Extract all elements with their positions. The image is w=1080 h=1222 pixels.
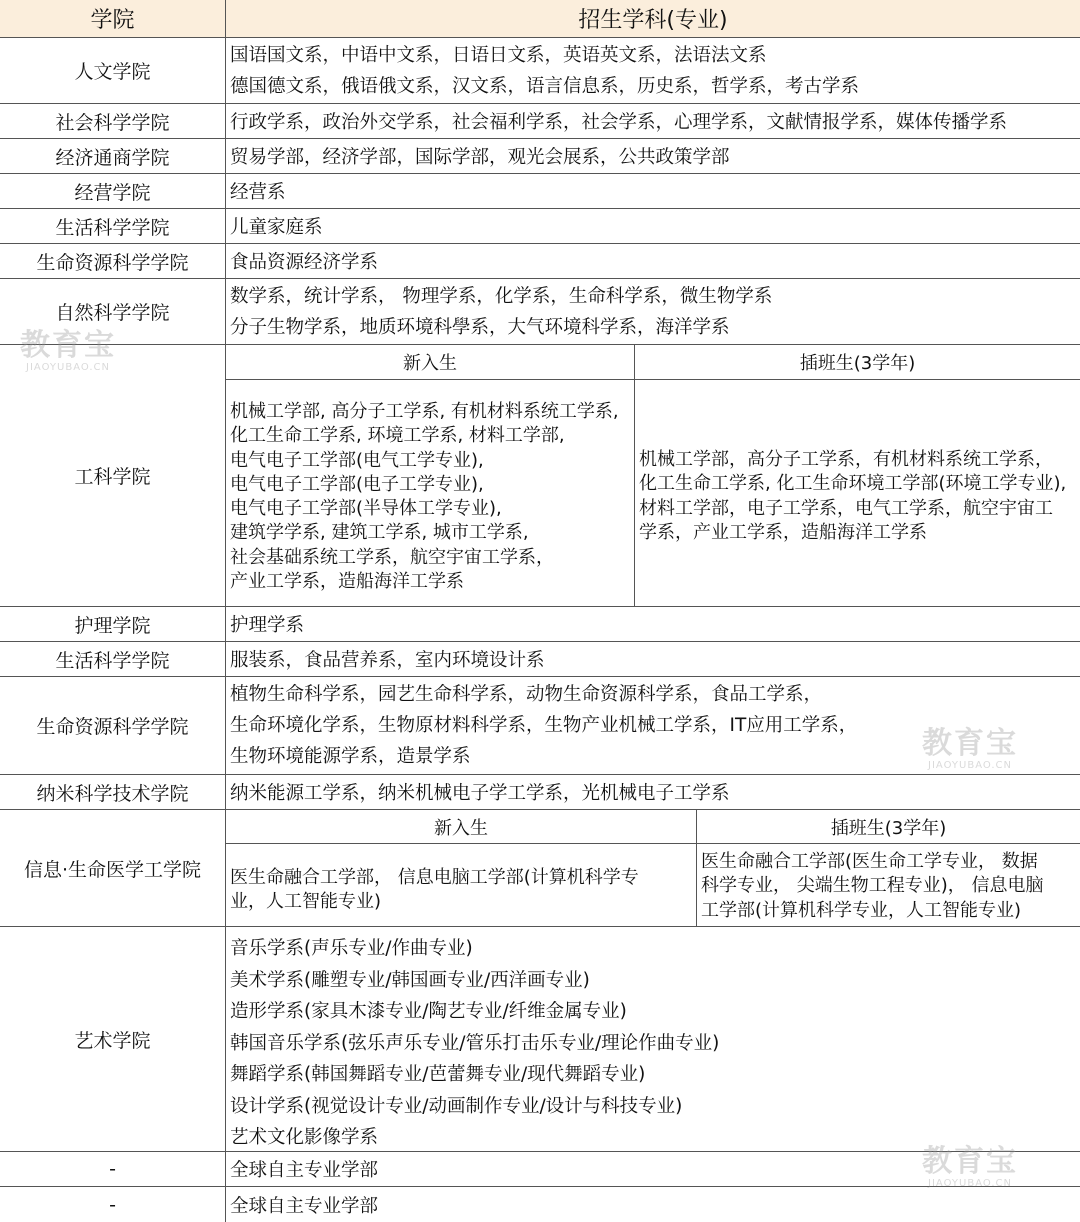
watermark-url: JIAOYUBAO.CN	[26, 362, 110, 373]
table-row	[0, 607, 1080, 642]
college-name: 经济通商学院	[0, 139, 226, 173]
watermark-url: JIAOYUBAO.CN	[928, 1178, 1012, 1189]
header-college: 学院	[0, 0, 226, 37]
watermark-url: JIAOYUBAO.CN	[928, 760, 1012, 771]
table-row	[0, 244, 1080, 279]
sub-header	[226, 810, 1080, 844]
transfer-students-majors	[697, 844, 1080, 926]
majors-line: 医生命融合工学部， 信息电脑工学部(计算机科学专	[230, 867, 639, 888]
college-name: 纳米科学技术学院	[0, 775, 226, 809]
table-row-engineering	[0, 345, 1080, 607]
majors-line: 行政学系，政治外交学系，社会福利学系，社会学系，心理学系，文献情报学系，媒体传播学系	[230, 112, 1008, 133]
majors-line: 医生命融合工学部(医生命工学专业， 数据	[701, 851, 1038, 872]
table-row	[0, 209, 1080, 244]
majors-line: 化工生命工学系, 化工生命环境工学部(环境工学专业),	[639, 473, 1067, 495]
sub-header	[226, 345, 1080, 380]
majors-line: 工学部(计算机科学专业，人工智能专业)	[701, 899, 1022, 921]
table-row	[0, 38, 1080, 104]
majors-line: 材料工学部，电子工学系，电气工学系，航空宇宙工	[639, 497, 1053, 519]
college-name: 艺术学院	[0, 927, 226, 1151]
majors-line: 化工生命工学系, 环境工学系, 材料工学部,	[230, 425, 565, 447]
majors-line: 电气电子工学部(电气工学专业),	[230, 449, 484, 471]
majors-line: 儿童家庭系	[230, 217, 323, 238]
new-students-majors	[226, 380, 635, 606]
table-row-info	[0, 810, 1080, 927]
majors-cell	[226, 927, 1080, 1151]
sub-body	[226, 380, 1080, 606]
majors-line: 服装系，食品营养系，室内环境设计系	[230, 650, 545, 671]
majors-line: 食品资源经济学系	[230, 252, 379, 273]
majors-line: 造形学系(家具木漆专业/陶艺专业/纤维金属专业)	[230, 1001, 627, 1022]
majors-line: 设计学系(视觉设计专业/动画制作专业/设计与科技专业)	[230, 1095, 683, 1117]
info-subtable	[226, 810, 1080, 926]
college-name: 人文学院	[0, 38, 226, 103]
new-students-label: 新入生	[226, 345, 635, 379]
college-name: 社会科学学院	[0, 104, 226, 138]
table-row	[0, 174, 1080, 209]
majors-line: 业，人工智能专业)	[230, 891, 382, 913]
watermark-logo	[20, 330, 116, 373]
table-header	[0, 0, 1080, 38]
majors-line: 韩国音乐学系(弦乐声乐专业/管乐打击乐专业/理论作曲专业)	[230, 1032, 720, 1054]
majors-cell	[226, 38, 1080, 103]
majors-line: 生命环境化学系，生物原材料科学系，生物产业机械工学系，IT应用工学系，	[230, 715, 858, 736]
majors-line: 数学系，统计学系， 物理学系，化学系，生命科学系，微生物学系	[230, 286, 773, 307]
majors-line: 舞蹈学系(韩国舞蹈专业/芭蕾舞专业/现代舞蹈专业)	[230, 1064, 646, 1085]
college-name: 生活科学学院	[0, 642, 226, 676]
new-students-label: 新入生	[226, 810, 697, 843]
majors-line: 机械工学部, 高分子工学系, 有机材料系统工学系,	[230, 401, 619, 422]
table-row	[0, 1152, 1080, 1187]
college-name: 生命资源科学学院	[0, 244, 226, 278]
college-name: 自然科学学院	[0, 279, 226, 344]
watermark-text: 教育宝	[922, 1144, 1018, 1179]
majors-line: 艺术文化影像学系	[230, 1127, 379, 1148]
majors-line: 建筑学学系, 建筑工学系, 城市工学系,	[230, 522, 529, 544]
table-row	[0, 104, 1080, 139]
table-row	[0, 775, 1080, 810]
majors-line: 电气电子工学部(半导体工学专业),	[230, 498, 502, 520]
majors-line: 全球自主专业学部	[230, 1195, 379, 1217]
majors-line: 贸易学部，经济学部，国际学部，观光会展系，公共政策学部	[230, 147, 730, 168]
new-students-majors	[226, 844, 697, 926]
majors-line: 科学专业， 尖端生物工程专业)， 信息电脑	[701, 875, 1044, 897]
watermark-text: 教育宝	[20, 328, 116, 363]
majors-line: 国语国文系，中语中文系，日语日文系，英语英文系，法语法文系	[230, 45, 767, 66]
majors-line: 社会基础系统工学系，航空宇宙工学系，	[230, 546, 554, 568]
college-name: 生命资源科学学院	[0, 677, 226, 774]
college-name: -	[0, 1187, 226, 1222]
watermark-logo	[922, 1146, 1018, 1189]
college-name: 护理学院	[0, 607, 226, 641]
majors-line: 机械工学部，高分子工学系，有机材料系统工学系，	[639, 449, 1053, 470]
majors-line: 生物环境能源学系，造景学系	[230, 746, 471, 767]
majors-line: 产业工学系，造船海洋工学系	[230, 571, 464, 593]
engineering-subtable	[226, 345, 1080, 606]
college-name: 经营学院	[0, 174, 226, 208]
majors-line: 经营系	[230, 182, 286, 203]
sub-body	[226, 844, 1080, 926]
majors-line: 分子生物学系，地质环境科學系，大气环境科学系，海洋学系	[230, 317, 730, 338]
transfer-students-majors	[635, 380, 1080, 606]
table-row	[0, 279, 1080, 345]
college-name: 生活科学学院	[0, 209, 226, 243]
table-row	[0, 1187, 1080, 1222]
transfer-students-label: 插班生(3学年)	[799, 353, 916, 374]
majors-line: 电气电子工学部(电子工学专业),	[230, 473, 484, 495]
watermark-text: 教育宝	[922, 726, 1018, 761]
table-row	[0, 139, 1080, 174]
transfer-students-label: 插班生(3学年)	[830, 817, 947, 839]
table-row	[0, 677, 1080, 775]
majors-line: 美术学系(雕塑专业/韩国画专业/西洋画专业)	[230, 969, 590, 991]
majors-line: 全球自主专业学部	[230, 1160, 379, 1181]
majors-line: 护理学系	[230, 615, 305, 636]
majors-line: 学系，产业工学系，造船海洋工学系	[639, 521, 927, 543]
college-name: 工科学院	[0, 345, 226, 606]
college-name: 信息·生命医学工学院	[0, 810, 226, 926]
majors-line: 德国德文系，俄语俄文系，汉文系，语言信息系，历史系，哲学系，考古学系	[230, 76, 860, 97]
majors-line: 纳米能源工学系，纳米机械电子学工学系，光机械电子工学系	[230, 783, 730, 804]
watermark-logo	[922, 728, 1018, 771]
table-row	[0, 642, 1080, 677]
majors-cell	[226, 279, 1080, 344]
college-name: -	[0, 1152, 226, 1186]
table-row-art	[0, 927, 1080, 1152]
header-majors: 招生学科(专业)	[578, 8, 728, 33]
majors-line: 植物生命科学系，园艺生命科学系，动物生命资源科学系，食品工学系，	[230, 684, 823, 705]
majors-line: 音乐学系(声乐专业/作曲专业)	[230, 938, 473, 959]
